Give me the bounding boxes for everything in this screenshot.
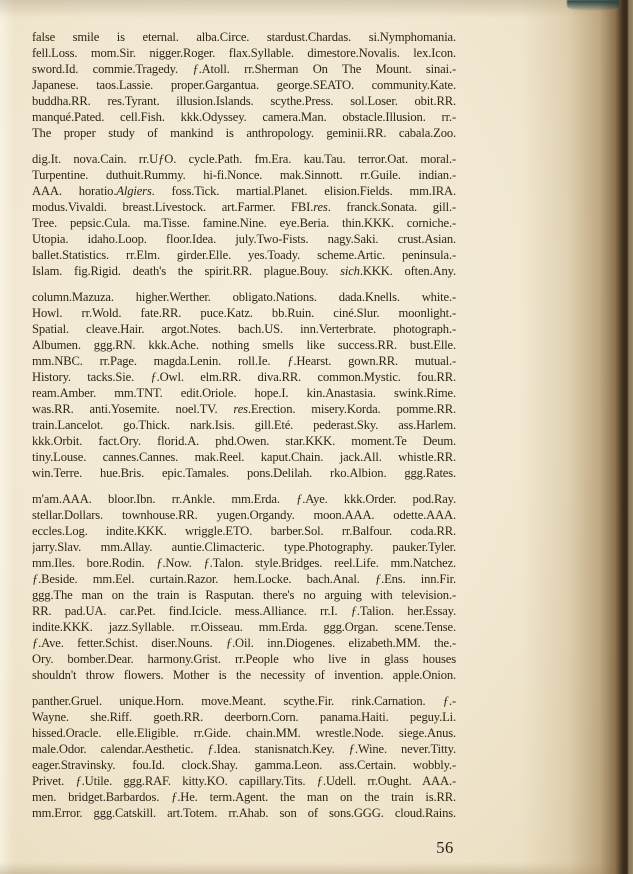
text-line: Tree. pepsic.Cula. ma.Tisse. famine.Nine. eye.Beria. thin.KKK. corniche.-: [32, 216, 456, 230]
text-line: jarry.Slav. mm.Allay. auntie.Climacteric. type.Photography. pauker.Tyler.: [32, 540, 456, 554]
text-line: kkk.Orbit. fact.Ory. florid.A. phd.Owen. star.KKK. moment.Te Deum.: [32, 434, 456, 448]
text-line: Utopia. idaho.Loop. floor.Idea. july.Two-Fists. nagy.Saki. crust.Asian.: [32, 232, 456, 246]
text-line: Japanese. taos.Lassie. proper.Gargantua. george.SEATO. community.Kate.: [32, 78, 456, 92]
text-line: Howl. rr.Wold. fate.RR. puce.Katz. bb.Ruin. ciné.Slur. moonlight.-: [32, 306, 456, 320]
text-line: AAA. horatio.Algiers. foss.Tick. martial.Planet. elision.Fields. mm.IRA.: [32, 184, 456, 198]
text-line: false smile is eternal. alba.Circe. stardust.Chardas. si.Nymphomania.: [32, 30, 456, 44]
text-line: win.Terre. hue.Bris. epic.Tamales. pons.Delilah. rko.Albion. ggg.Rates.: [32, 466, 456, 480]
page-left-edge-highlight: [0, 0, 14, 874]
text-line: ƒ.Ave. fetter.Schist. diser.Nouns. ƒ.Oil. inn.Diogenes. elizabeth.MM. the.-: [32, 636, 456, 650]
text-line: was.RR. anti.Yosemite. noel.TV. res.Erection. misery.Korda. pomme.RR.: [32, 402, 456, 416]
text-line: buddha.RR. res.Tyrant. illusion.Islands. scythe.Press. sol.Loser. obit.RR.: [32, 94, 456, 108]
text-line: Ory. bomber.Dear. harmony.Grist. rr.People who live in glass houses: [32, 652, 456, 666]
background-corner-backdrop: [567, 0, 619, 11]
text-line: ggg.The man on the train is Rasputan. there's no arguing with television.-: [32, 588, 456, 602]
text-line: mm.NBC. rr.Page. magda.Lenin. roll.Ie. ƒ.Hearst. gown.RR. mutual.-: [32, 354, 456, 368]
text-line: Wayne. she.Riff. goeth.RR. deerborn.Corn. panama.Haiti. peguy.Li.: [32, 710, 456, 724]
text-line: column.Mazuza. higher.Werther. obligato.Nations. dada.Knells. white.-: [32, 290, 456, 304]
text-line: Albumen. ggg.RN. kkk.Ache. nothing smells like success.RR. bust.Elle.: [32, 338, 456, 352]
paragraph: [32, 29, 456, 141]
text-line: m'am.AAA. bloor.Ibn. rr.Ankle. mm.Erda. ƒ.Aye. kkk.Order. pod.Ray.: [32, 492, 456, 506]
text-line: sword.Id. commie.Tragedy. ƒ.Atoll. rr.Sherman On The Mount. sinai.-: [32, 62, 456, 76]
text-line: fell.Loss. mom.Sir. nigger.Roger. flax.Syllable. dimestore.Novalis. lex.Icon.: [32, 46, 456, 60]
page-spine-curve-shadow: [521, 0, 633, 874]
text-line: History. tacks.Sie. ƒ.Owl. elm.RR. diva.RR. common.Mystic. fou.RR.: [32, 370, 456, 384]
text-line: Islam. fig.Rigid. death's the spirit.RR. plague.Bouy. sich.KKK. often.Any.: [32, 264, 456, 278]
text-line: manqué.Pated. cell.Fish. kkk.Odyssey. camera.Man. obstacle.Illusion. rr.-: [32, 110, 456, 124]
text-line: mm.Error. ggg.Catskill. art.Totem. rr.Ahab. son of sons.GGG. cloud.Rains.: [32, 806, 456, 820]
text-line: ballet.Statistics. rr.Elm. girder.Elle. yes.Toady. scheme.Artic. peninsula.-: [32, 248, 456, 262]
text-line: stellar.Dollars. townhouse.RR. yugen.Organdy. moon.AAA. odette.AAA.: [32, 508, 456, 522]
text-line: eager.Stravinsky. fou.Id. clock.Shay. gamma.Leon. ass.Certain. wobbly.-: [32, 758, 456, 772]
text-line: hissed.Oracle. elle.Eligible. rr.Gide. chain.MM. wrestle.Node. siege.Anus.: [32, 726, 456, 740]
text-line: shouldn't throw flowers. Mother is the necessity of invention. apple.Onion.: [32, 668, 456, 682]
paragraph: [32, 289, 456, 481]
text-line: panther.Gruel. unique.Horn. move.Meant. scythe.Fir. rink.Carnation. ƒ.-: [32, 694, 456, 708]
text-line: Turpentine. duthuit.Rummy. hi-fi.Nonce. mak.Sinnott. rr.Guile. indian.-: [32, 168, 456, 182]
text-line: indite.KKK. jazz.Syllable. rr.Oisseau. mm.Erda. ggg.Organ. scene.Tense.: [32, 620, 456, 634]
page-bottom-shadow: [0, 862, 633, 874]
text-line: male.Odor. calendar.Aesthetic. ƒ.Idea. stanisnatch.Key. ƒ.Wine. never.Titty.: [32, 742, 456, 756]
paragraph: [32, 491, 456, 683]
text-line: RR. pad.UA. car.Pet. find.Icicle. mess.Alliance. rr.I. ƒ.Talion. her.Essay.: [32, 604, 456, 618]
text-line: Spatial. cleave.Hair. argot.Notes. bach.US. inn.Verterbrate. photograph.-: [32, 322, 456, 336]
text-line: mm.Iles. bore.Rodin. ƒ.Now. ƒ.Talon. style.Bridges. reel.Life. mm.Natchez.: [32, 556, 456, 570]
text-line: eccles.Log. indite.KKK. wriggle.ETO. barber.Sol. rr.Balfour. coda.RR.: [32, 524, 456, 538]
text-block: [32, 29, 456, 821]
page-top-shadow: [0, 0, 633, 18]
text-line: ƒ.Beside. mm.Eel. curtain.Razor. hem.Locke. bach.Anal. ƒ.Ens. inn.Fir.: [32, 572, 456, 586]
paragraph: [32, 151, 456, 279]
text-line: train.Lancelot. go.Thick. nark.Isis. gill.Eté. pederast.Sky. ass.Harlem.: [32, 418, 456, 432]
text-line: Privet. ƒ.Utile. ggg.RAF. kitty.KO. capillary.Tits. ƒ.Udell. rr.Ought. AAA.-: [32, 774, 456, 788]
text-line: The proper study of mankind is anthropology. geminii.RR. cabala.Zoo.: [32, 126, 456, 140]
paragraph: [32, 693, 456, 821]
text-line: ream.Amber. mm.TNT. edit.Oriole. hope.I. kin.Anastasia. swink.Rime.: [32, 386, 456, 400]
page-number: 56: [436, 838, 454, 857]
text-line: men. bridget.Barbardos. ƒ.He. term.Agent. the man on the train is.RR.: [32, 790, 456, 804]
text-line: modus.Vivaldi. breast.Livestock. art.Farmer. FBI.res. franck.Sonata. gill.-: [32, 200, 456, 214]
text-line: dig.It. nova.Cain. rr.UƒO. cycle.Path. fm.Era. kau.Tau. terror.Oat. moral.-: [32, 152, 456, 166]
text-line: tiny.Louse. cannes.Cannes. mak.Reel. kaput.Chain. jack.All. whistle.RR.: [32, 450, 456, 464]
